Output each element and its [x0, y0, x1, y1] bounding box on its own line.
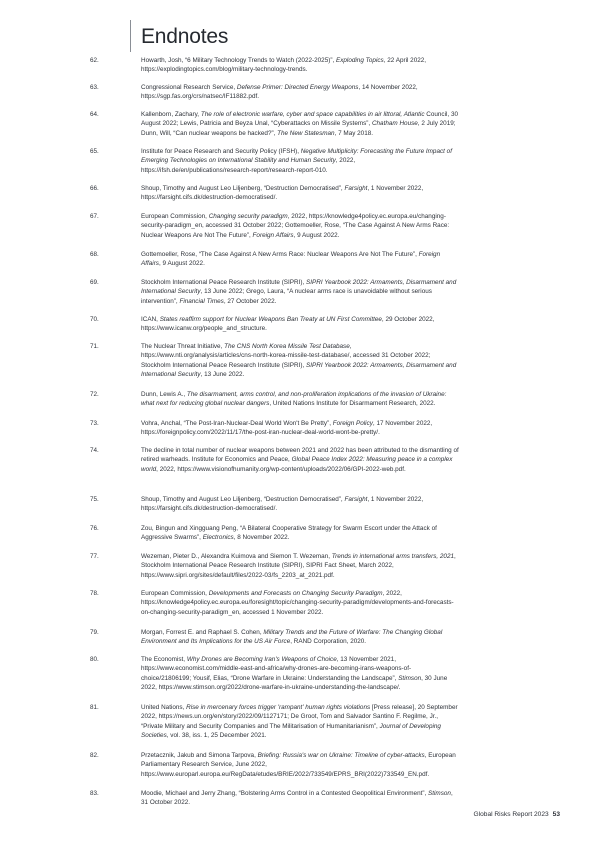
endnote-segment: ICAN, [141, 316, 160, 323]
endnote-number: 75. [90, 496, 99, 503]
endnote-number: 69. [90, 279, 99, 286]
endnote-text [141, 589, 459, 617]
endnote-number: 73. [90, 420, 99, 427]
page-title: Endnotes [141, 25, 229, 48]
endnote-segment: The decline in total number of nuclear weapons between 2021 and 2022 has been attributed to the dismantling of retired warheads. Institute for Economics and Peace, [141, 447, 459, 464]
endnote-segment: , 29 October 2022, https://www.icanw.org/people_and_structure. [141, 316, 435, 333]
endnote-text [141, 789, 459, 808]
endnote-segment: , 8 November 2022. [233, 534, 290, 542]
endnote-segment: , RAND Corporation, 2020. [290, 638, 367, 646]
endnote-text [141, 184, 459, 203]
endnote-italic-segment: Changing security paradigm [208, 213, 288, 220]
endnote-italic-segment: Farsight [344, 496, 368, 503]
endnote-segment: Howarth, Josh, “6 Military Technology Trends to Watch (2022-2025)”, [141, 57, 336, 64]
endnote-text [141, 278, 459, 306]
endnote-segment: , 13 November 2021, https://www.economist.com/middle-east-and-africa/why-drones-are-becoming-irans-weapons-of-choice/21806199; Yousif, Elias, “Drone Warfare in Ukraine: Understanding the Landscape”, [141, 656, 412, 682]
endnote-segment: Congressional Research Service, [141, 84, 237, 91]
endnote-italic-segment: The CNS North Korea Missile Test Database [224, 343, 350, 350]
endnote-italic-segment: Trends in international arms transfers, 2021 [331, 553, 455, 560]
endnote-segment: The Economist, [141, 656, 187, 663]
endnote-segment: , 14 November 2022, https://sgp.fas.org/crs/natsec/IF11882.pdf. [141, 84, 418, 101]
endnote-italic-segment: Chatham House [371, 120, 418, 128]
endnote-italic-segment: Military Trends and the Future of Warfare: The Changing Global Environment and Its Implications for the US Air Force [141, 629, 443, 646]
endnote-segment: , https://www.nti.org/analysis/articles/cns-north-korea-missile-test-database/, accessed 31 October 2022; Stockholm International Peace Research Institute (SIPRI), [141, 343, 431, 369]
endnote-segment: , 30 June 2022, https://www.stimson.org/2022/drone-warfare-in-ukraine-understanding-the-landscape/. [141, 674, 448, 691]
endnote-number: 64. [90, 111, 99, 118]
endnote-segment: United Nations, [141, 704, 187, 711]
endnote-segment: Przetacznik, Jakub and Simona Tarpova, [141, 752, 258, 759]
endnote-text [141, 390, 459, 409]
endnote-segment: , 27 October 2022. [223, 297, 277, 305]
endnote-italic-segment: Foreign Affairs [141, 251, 441, 268]
endnote-italic-segment: The role of electronic warfare, cyber and space capabilities in air littoral, Atlantic [200, 111, 425, 118]
endnote-italic-segment: The New Statesman [277, 129, 335, 137]
endnote-segment: European Commission, [141, 213, 209, 220]
endnote-text [141, 83, 459, 102]
endnote-italic-segment: Developments and Forecasts on Changing Security Paradigm [208, 590, 383, 597]
endnote-text [141, 703, 459, 740]
endnote-segment: , 9 August 2022. [158, 260, 205, 268]
endnote-segment: Shoup, Timothy and August Leo Liljenberg, “Destruction Democratised”, [141, 185, 345, 192]
endnote-number: 82. [90, 752, 99, 759]
endnote-number: 67. [90, 213, 99, 220]
endnote-text [141, 655, 459, 692]
endnote-segment: Moodie, Michael and Jerry Zhang, “Bolstering Arms Control in a Contested Geopolitical Environment”, [141, 790, 429, 797]
endnote-segment: , 7 May 2018. [334, 129, 374, 137]
endnote-italic-segment: Negative Multiplicity: Forecasting the Future Impact of Emerging Technologies on International Stability and Human Security [141, 148, 452, 165]
endnote-number: 83. [90, 790, 99, 797]
endnote-text [141, 751, 459, 779]
endnote-italic-segment: Briefing: Russia's war on Ukraine: Timeline of cyber-attacks [257, 752, 425, 759]
endnote-segment: , 2 July 2019; Dunn, Will, “Can nuclear weapons be hacked?”, [141, 120, 456, 137]
endnote-text [141, 342, 459, 379]
endnote-segment: European Commission, [141, 590, 209, 597]
endnote-segment: Gottemoeller, Rose, “The Case Against A New Arms Race: Nuclear Weapons Are Not The Future”, [141, 251, 419, 258]
endnote-number: 62. [90, 57, 99, 64]
endnote-segment: , 1 November 2022, https://farsight.cifs.dk/destruction-democratised/. [141, 185, 424, 202]
endnote-italic-segment: Exploding Topics [335, 57, 384, 64]
endnote-text [141, 419, 459, 438]
endnote-text [141, 147, 459, 175]
endnote-segment: Vohra, Anchal, “The Post-Iran-Nuclear-Deal World Won't Be Pretty”, [141, 420, 333, 427]
endnote-italic-segment: SIPRI Yearbook 2022: Armaments, Disarmament and International Security [141, 279, 457, 296]
endnote-italic-segment: The disarmament, arms control, and non-proliferation implications of the invasion of Ukraine: what next for reducing global nuclear dangers [141, 391, 447, 408]
endnote-italic-segment: Stimson [428, 790, 451, 797]
endnote-italic-segment: SIPRI Yearbook 2022: Armaments, Disarmament and International Security [141, 361, 457, 378]
endnote-number: 70. [90, 316, 99, 323]
endnote-segment: , United Nations Institute for Disarmament Research, 2022. [269, 400, 436, 408]
report-name: Global Risks Report 2023 [473, 811, 549, 818]
endnote-italic-segment: Global Peace Index 2022: Measuring peace in a complex world [141, 456, 453, 473]
endnote-segment: , 17 November 2022, https://foreignpolicy.com/2022/11/17/the-post-iran-nuclear-deal-world-wont-be-pretty/. [141, 420, 433, 437]
endnote-segment: , Stockholm International Peace Research Institute (SIPRI), SIPRI Fact Sheet, March 2022, https://www.sipri.org/sites/default/files/2022-03/fs_2203_at_2021.pdf. [141, 553, 456, 579]
endnote-italic-segment: Why Drones are Becoming Iran's Weapons of Choice [186, 656, 337, 663]
endnote-segment: Kallenborn, Zachary, [141, 111, 201, 118]
endnote-text [141, 524, 459, 543]
endnote-italic-segment: Foreign Affairs [252, 231, 294, 239]
endnote-italic-segment: Foreign Policy [332, 420, 373, 427]
endnote-number: 74. [90, 447, 99, 454]
endnote-segment: , 13 June 2022; Grego, Laura, “A nuclear arms race is unavoidable without serious intervention”, [141, 288, 432, 305]
endnote-text [141, 110, 459, 138]
endnote-text [141, 552, 459, 580]
endnote-text [141, 56, 459, 75]
endnote-segment: , 1 November 2022, https://farsight.cifs.dk/destruction-democratised/. [141, 496, 424, 513]
endnote-number: 80. [90, 656, 99, 663]
endnote-italic-segment: Journal of Developing Societies [141, 722, 441, 739]
endnote-segment: , 31 October 2022. [141, 790, 453, 807]
endnote-italic-segment: Financial Times [179, 297, 224, 305]
endnote-segment: The Nuclear Threat Initiative, [141, 343, 225, 350]
endnote-segment: Zou, Bingun and Xingguang Peng, “A Bilateral Cooperative Strategy for Swarm Escort under the Attack of Aggressive Swarms”, [141, 525, 437, 542]
endnote-segment: Shoup, Timothy and August Leo Liljenberg, “Destruction Democratised”, [141, 496, 345, 503]
endnote-italic-segment: Farsight [344, 185, 368, 192]
endnote-italic-segment: Rise in mercenary forces trigger 'rampant' human rights violations [186, 704, 371, 711]
endnote-italic-segment: States reaffirm support for Nuclear Weapons Ban Treaty at UN First Committee [159, 316, 382, 323]
endnote-number: 68. [90, 251, 99, 258]
endnote-text [141, 250, 459, 269]
endnote-text [141, 212, 459, 240]
endnote-number: 72. [90, 391, 99, 398]
endnote-segment: Morgan, Forrest E. and Raphael S. Cohen, [141, 629, 264, 636]
endnote-segment: , vol. 38, iss. 1, 25 December 2021. [166, 731, 267, 739]
endnote-segment: , 2022, https://knowledge4policy.ec.europa.eu/changing-security-paradigm_en, accessed 31 October 2022; Gottemoeller, Rose, “The Case Against A New Arms Race: Nuclear Weapons Are Not The Future”, [141, 213, 450, 239]
endnote-text [141, 315, 459, 334]
endnote-italic-segment: Electronics [202, 534, 234, 542]
header-rule [130, 20, 131, 52]
endnote-number: 66. [90, 185, 99, 192]
endnote-number: 63. [90, 84, 99, 91]
endnote-segment: Council, 30 August 2022; Lewis, Patricia and Beyza Unal, “Cyberattacks on Missile Systems”, [141, 111, 458, 128]
endnote-segment: Wezeman, Pieter D., Alexandra Kuimova and Siemon T. Wezeman, [141, 553, 332, 560]
endnote-number: 79. [90, 629, 99, 636]
endnote-segment: , European Parliamentary Research Service, June 2022, https://www.europarl.europa.eu/RegData/etudes/BRIE/2022/733549/EPRS_BRI(2022)733549_EN.pdf. [141, 752, 456, 778]
endnote-text [141, 446, 459, 474]
endnote-text [141, 628, 459, 647]
endnote-segment: Stockholm International Peace Research Institute (SIPRI), [141, 279, 307, 286]
endnote-number: 77. [90, 553, 99, 560]
endnote-segment: , 2022, https://knowledge4policy.ec.europa.eu/foresight/topic/changing-security-paradigm/developments-and-forecasts-on-changing-security-paradigm_en, accessed 1 November 2022. [141, 590, 454, 616]
endnote-segment: , 22 April 2022, https://explodingtopics.com/blog/military-technology-trends. [141, 57, 427, 74]
endnote-segment: Institute for Peace Research and Security Policy (IFSH), [141, 148, 301, 155]
endnote-number: 65. [90, 148, 99, 155]
endnote-number: 76. [90, 525, 99, 532]
endnote-number: 71. [90, 343, 99, 350]
endnote-text [141, 495, 459, 514]
endnote-segment: , 9 August 2022. [293, 231, 340, 239]
endnote-italic-segment: Stimson [398, 674, 422, 682]
page-footer [474, 811, 560, 818]
endnote-italic-segment: Defense Primer: Directed Energy Weapons [236, 84, 359, 91]
endnote-segment: , 2022, https://www.visionofhumanity.org/wp-content/uploads/2022/06/GPI-2022-web.pdf. [156, 465, 406, 473]
endnote-segment: , 2022, https://ifsh.de/en/publications/research-report/research-report-010. [141, 157, 356, 174]
endnote-number: 78. [90, 590, 99, 597]
endnote-segment: Dunn, Lewis A., [141, 391, 187, 398]
endnote-segment: [Press release], 20 September 2022, https://news.un.org/en/story/2022/09/1127171; De Groot, Tom and Salvador Santino F. Regilme, Jr., “Private Military and Security Companies and The Militarisation of Humanitarianism”, [141, 704, 458, 730]
page-number: 53 [552, 811, 560, 818]
endnote-segment: , 13 June 2022. [200, 370, 245, 378]
endnote-number: 81. [90, 704, 99, 711]
